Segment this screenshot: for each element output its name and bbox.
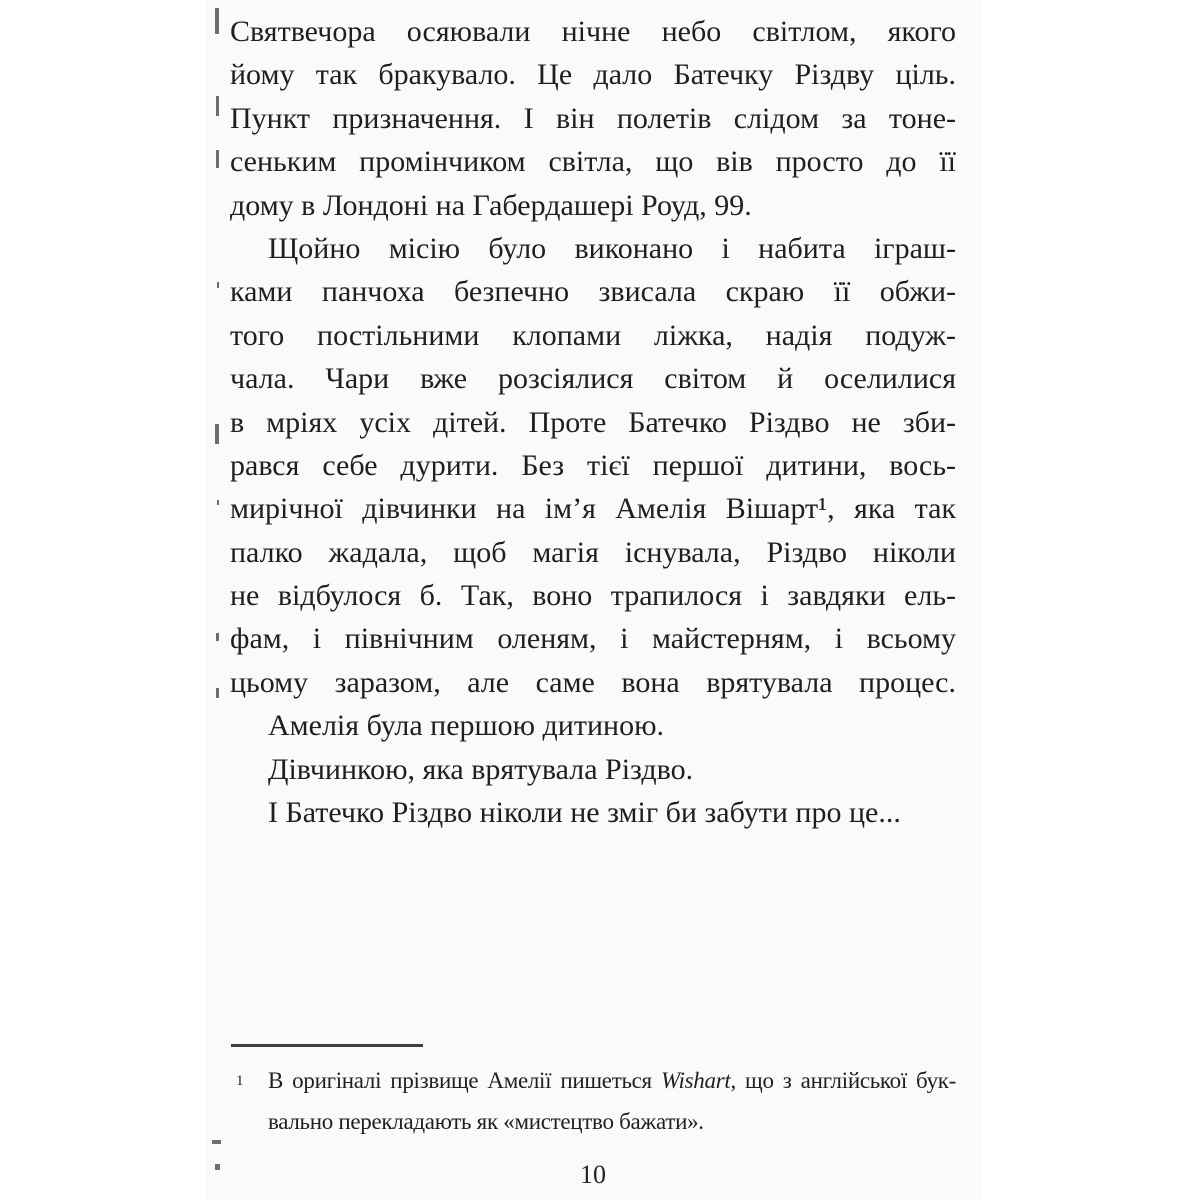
text-line: йому так бракувало. Це дало Батечку Різдву ціль.	[230, 58, 956, 92]
scan-artifact	[217, 282, 219, 288]
footnote-separator	[231, 1044, 423, 1047]
text-line: Святвечора осяювали нічне небо світлом, якого	[230, 15, 956, 48]
text-line: мирічної дівчинки на ім’я Амелія Вішарт¹, яка так	[230, 492, 956, 526]
text-line: цьому заразом, але саме вона врятувала процес.	[230, 665, 956, 699]
text-line: того постільними клопами ліжка, надія подуж-	[230, 318, 956, 352]
text-line: І Батечко Різдво ніколи не зміг би забути про це...	[268, 796, 901, 830]
footnote-line-segment: , що з англійської бук-	[730, 1068, 956, 1093]
text-line: чала. Чари вже розсіялися світом й оселилися	[230, 362, 956, 396]
text-line: сеньким промінчиком світла, що вів просто до її	[230, 145, 956, 179]
scan-artifact	[216, 688, 219, 698]
footnote-marker: 1	[236, 1073, 244, 1089]
text-line: не відбулося б. Так, воно трапилося і завдяки ель-	[230, 579, 956, 613]
footnote	[230, 1060, 956, 1142]
text-line: палко жадала, щоб магія існувала, Різдво ніколи	[230, 535, 956, 569]
text-line: Дівчинкою, яка врятувала Різдво.	[268, 752, 694, 786]
scan-artifact	[216, 633, 219, 641]
footnote-text	[268, 1060, 956, 1142]
scan-artifact	[216, 96, 219, 116]
scan-artifact	[216, 150, 219, 168]
scan-artifact	[215, 424, 219, 444]
text-line: рався себе дурити. Без тієї першої дитини, вось-	[230, 448, 956, 482]
scan-artifact	[215, 1164, 220, 1170]
text-line: дому в Лондоні на Габердашері Роуд, 99.	[230, 188, 752, 222]
body-text	[230, 10, 956, 834]
page-number: 10	[580, 1160, 606, 1189]
scan-artifact	[215, 8, 219, 34]
text-line: в мріях усіх дітей. Проте Батечко Різдво не зби-	[230, 405, 956, 439]
footnote-line: вально перекладають як «мистецтво бажати».	[268, 1109, 704, 1134]
footnote-line	[268, 1060, 956, 1101]
text-line: фам, і північним оленям, і майстерням, і всьому	[230, 622, 956, 656]
scan-artifact	[212, 1140, 221, 1144]
footnote-italic-word: Wishart	[660, 1068, 731, 1093]
text-line: ками панчоха безпечно звисала скраю її обжи-	[230, 275, 956, 309]
text-line: Щойно місію було виконано і набита іграш-	[268, 231, 956, 265]
text-line: Амелія була першою дитиною.	[268, 709, 664, 743]
text-line: Пункт призначення. І він полетів слідом за тоне-	[230, 101, 956, 135]
scan-artifact	[217, 500, 219, 505]
footnote-line-segment: В оригіналі прізвище Амелії пишеться	[268, 1068, 661, 1093]
